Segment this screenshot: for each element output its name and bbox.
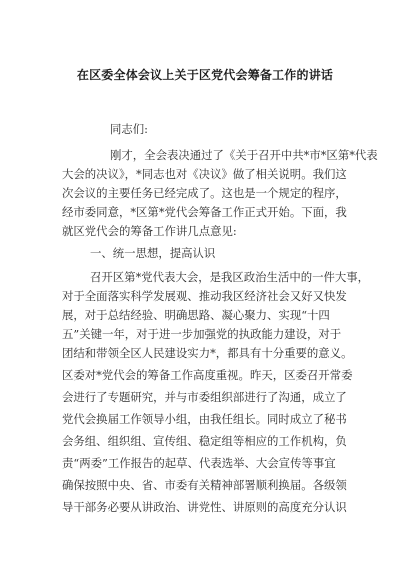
paragraph-line: 确保按照中央、省、市委有关精神部署顺利换届。各级领 xyxy=(62,478,347,492)
paragraph-line: 导干部务必要从讲政治、讲党性、讲原则的高度充分认识 xyxy=(62,500,347,514)
paragraph-line: 次会议的主要任务已经完成了。这也是一个规定的程序， xyxy=(62,186,347,200)
paragraph-line: 党代会换届工作领导小组，由我任组长。同时成立了秘书 xyxy=(62,412,347,426)
paragraph-line: 会务组、组织组、宣传组、稳定组等相应的工作机构，负 xyxy=(62,434,347,448)
document-title: 在区委全体会议上关于区党代会筹备工作的讲话 xyxy=(76,68,334,82)
paragraph-line: 团结和带领全区人民建设实力*，都具有十分重要的意义。 xyxy=(62,346,353,360)
paragraph-line: 召开区第*党代表大会，是我区政治生活中的一件大事， xyxy=(90,270,370,284)
paragraph-line: 对于全面落实科学发展观、推动我区经济社会又好又快发 xyxy=(62,289,347,303)
paragraph-line: 区委对*党代会的筹备工作高度重视。昨天，区委召开常委 xyxy=(62,368,353,382)
paragraph-line: 刚才，全会表决通过了《关于召开中共*市*区第*代表 xyxy=(110,148,378,162)
paragraph-line: 经市委同意，*区第*党代会筹备工作正式开始。下面，我 xyxy=(62,205,347,219)
paragraph-line: 责“两委”工作报告的起草、代表选举、大会宣传等事宜 xyxy=(62,456,336,470)
paragraph-line: 就区党代会的筹备工作讲几点意见: xyxy=(62,224,237,238)
paragraph-line: 会进行了专题研究，并与市委组织部进行了沟通，成立了 xyxy=(62,390,347,404)
greeting: 同志们: xyxy=(110,122,149,136)
paragraph-line: 展，对于总结经验、明确思路、凝心聚力、实现“十四 xyxy=(62,308,330,322)
section-heading: 一、统一思想，提高认识 xyxy=(90,246,216,260)
paragraph-line: 五”关键一年，对于进一步加强党的执政能力建设，对于 xyxy=(62,327,342,341)
paragraph-line: 大会的决议》，*同志也对《决议》做了相关说明。我们这 xyxy=(62,167,347,181)
